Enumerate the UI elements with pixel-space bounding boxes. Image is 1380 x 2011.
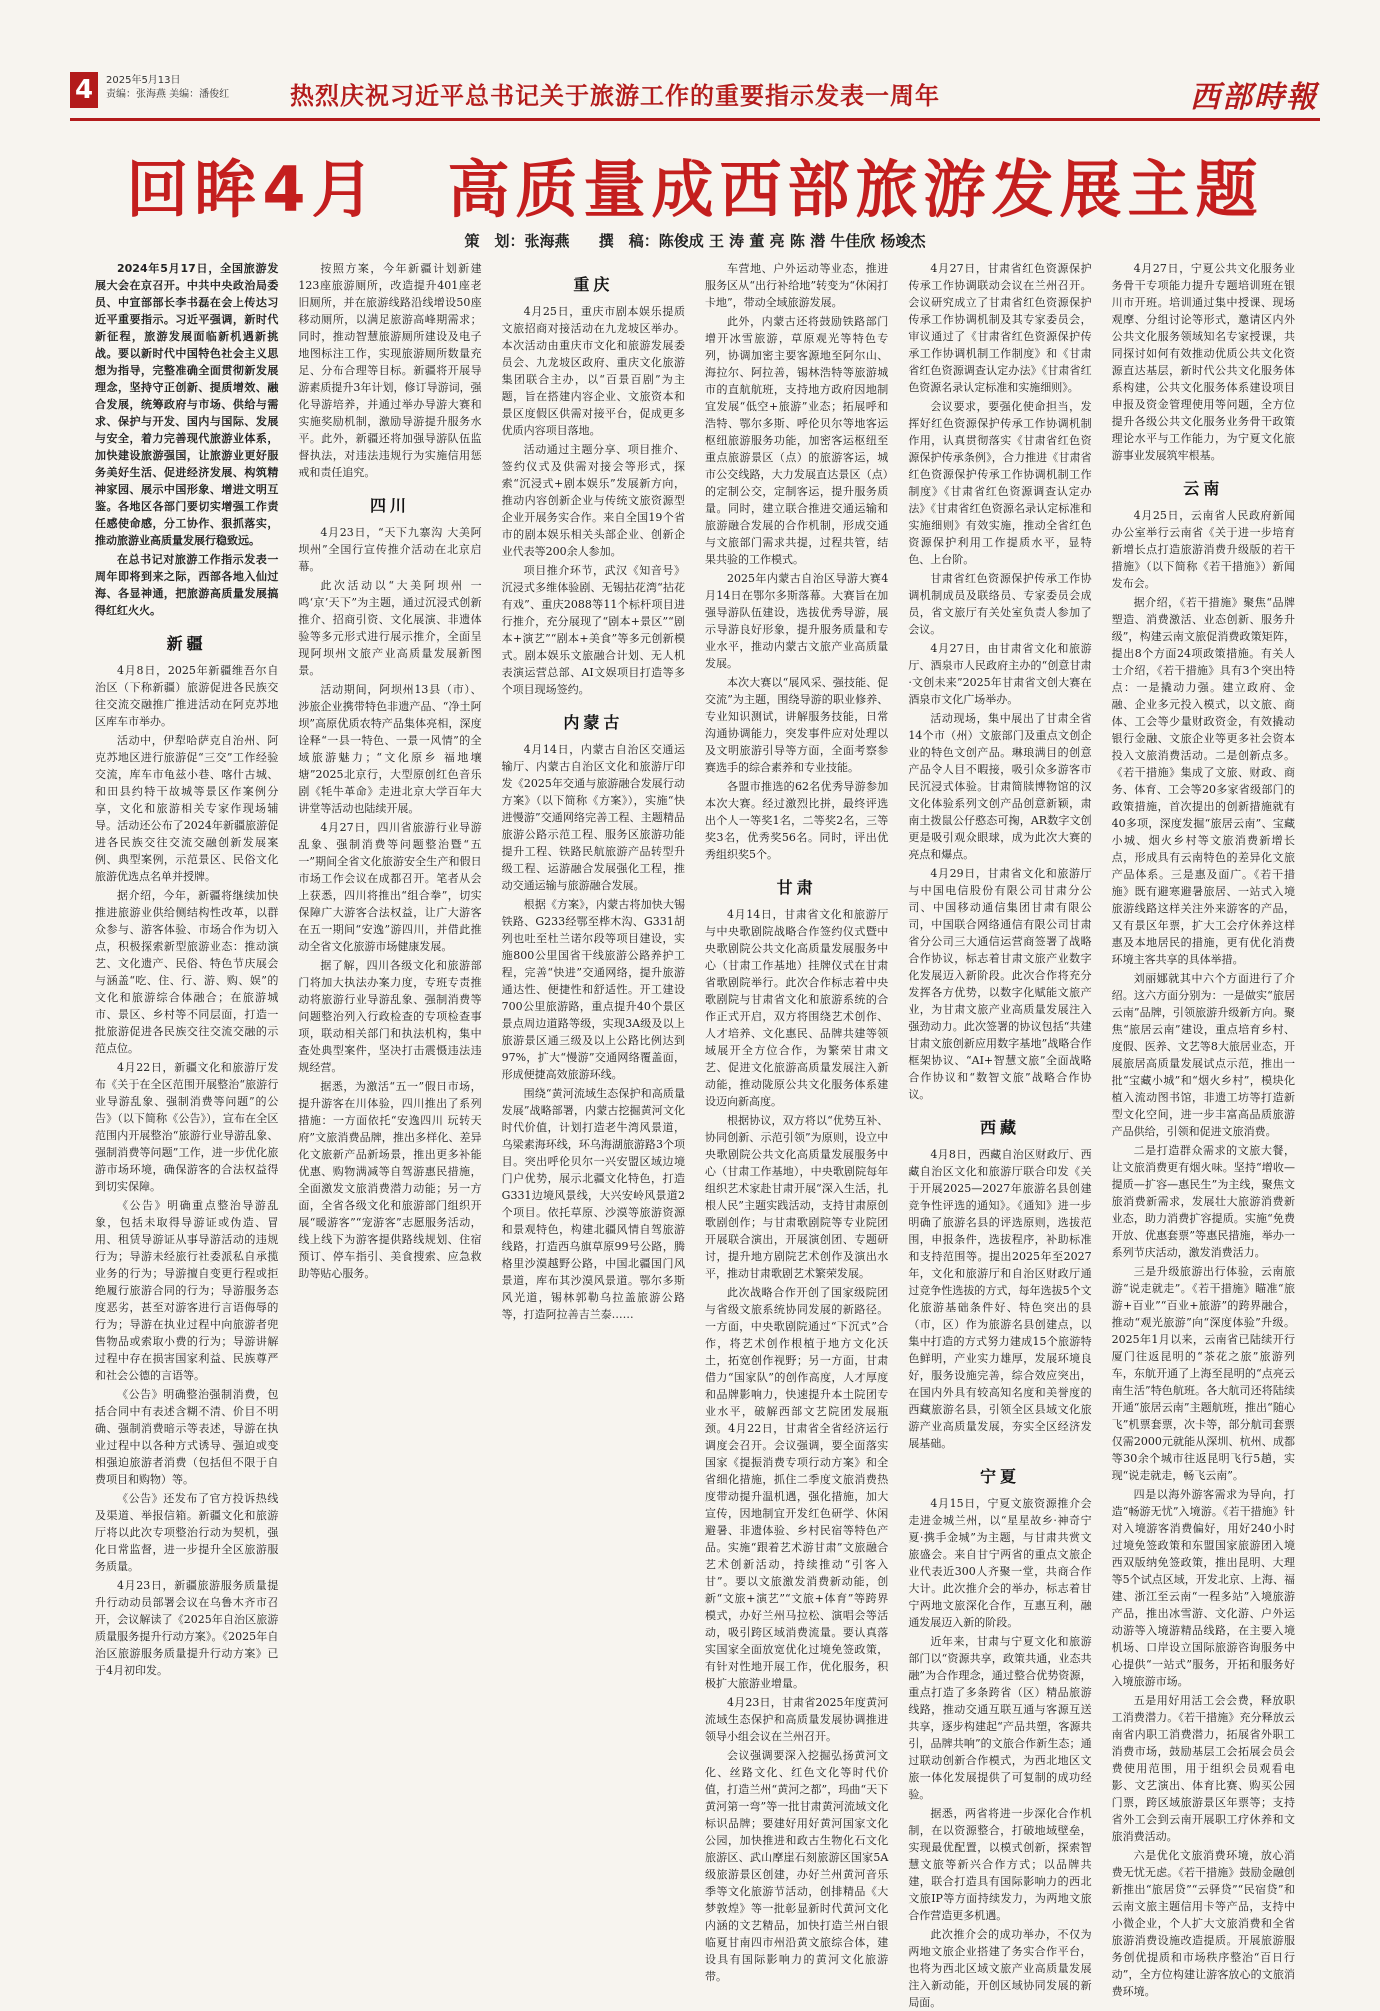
paragraph: 4月25日，重庆市剧本娱乐提质文旅招商对接活动在九龙坡区举办。本次活动由重庆市文化和旅游发展委员会、九龙坡区政府、重庆文化旅游集团联合主办，以“百景百剧”为主题，旨在搭建内容企业、文旅资本和景区度假区供需对接平台，促成更多优质内容项目落地。 [501, 305, 685, 437]
paragraph: 据介绍，《若干措施》聚焦“品牌塑造、消费激活、业态创新、服务升级”，构建云南文旅促消费政策矩阵，提出8个方面24项政策措施。有关人士介绍，《若干措施》具有3个突出特点：一是撬动力强。建立政府、金融、企业多元投入模式，以文旅、商体、工会等少量财政资金，有效撬动银行金融、文旅企业等更多社会资本投入文旅消费活动。二是创新点多。《若干措施》集成了文旅、财政、商务、体育、工会等20多家省级部门的政策措施，首次提出的创新措施就有40多项，深度发掘“旅居云南”、宝藏小城、烟火乡村等文旅消费新增长点，形成具有云南特色的差异化文旅产品体系。三是惠及面广。《若干措施》既有避寒避暑旅居、一站式入境旅游线路这样关注外来游客的产品，又有景区年票，扩大工会疗休养这样惠及本地居民的措施，更有优化消费环境主客共享的具体举措。 [1111, 596, 1295, 966]
paragraph: 4月14日，甘肃省文化和旅游厅与中央歌剧院战略合作签约仪式暨中央歌剧院公共文化高质量发展服务中心（甘肃工作基地）挂牌仪式在甘肃省歌剧院举行。此次合作标志着中央歌剧院与甘肃省文化和旅游系统的合作正式开启，双方将围绕艺术创作、人才培养、文化惠民、品牌共建等领域展开全方位合作，为繁荣甘肃文艺、促进文化旅游高质量发展注入新动能，推动陇原公共文化服务体系建设迈向新高度。 [704, 908, 889, 1108]
credits [70, 230, 1320, 251]
paragraph: 2025年内蒙古自治区导游大赛4月14日在鄂尔多斯落幕。大赛旨在加强导游队伍建设，选拔优秀导游，展示导游良好形象，提升服务质量和专业水平，推动内蒙古文旅产业高质量发展。 [704, 572, 889, 670]
paragraph: 据介绍，今年，新疆将继续加快推进旅游业供给侧结构性改革，以群众参与、游客体验、市场合作为切入点，积极探索新型旅游业态：推动演艺、文化遗产、民俗、特色节庆展会与涵盖“吃、住、行、游、购、娱”的文化和旅游综合体融合；在旅游城市、景区、乡村等不同层面，打造一批旅游促进各民族交往交流交融的示范点位。 [95, 889, 279, 1055]
paragraph: 活动中，伊犁哈萨克自治州、阿克苏地区进行旅游促“三交”工作经验交流，库车市龟兹小巷、喀什古城、和田县约特干故城等景区作案例分享，文化和旅游相关专家作现场辅导。活动还公布了2024年新疆旅游促进各民族交往交流交融创新发展案例、典型案例，示范景区、民俗文化旅游优选点名单并授牌。 [95, 734, 279, 883]
section-title-gansu: 甘肃 [776, 878, 817, 897]
writers-credit: 撰 稿：陈俊成 王 涛 董 亮 陈 潜 牛佳欣 杨竣杰 [598, 232, 926, 250]
paragraph: 甘肃省红色资源保护传承工作协调机制成员及联络员、专家委员会成员，省文旅厅有关处室负责人参加了会议。 [908, 572, 1092, 636]
column-6 [1111, 260, 1295, 1998]
paragraph: 此次战略合作开创了国家级院团与省级文旅系统协同发展的新路径。一方面，中央歌剧院通过“下沉式”合作，将艺术创作根植于地方文化沃土，拓宽创作视野；另一方面，甘肃借力“国家队”的创作高度，人才厚度和品牌影响力，快速提升本土院团专业水平，破解西部文艺院团发展瓶颈。4月22日，甘肃省全省经济运行调度会召开。会议强调，要全面落实国家《提振消费专项行动方案》和全省细化措施，抓住二季度文旅消费热度带动提升温机遇，强化措施，加大宣传，因地制宜开发红色研学、休闲避暑、非遗体验、乡村民宿等特色产品。实施“跟着艺术游甘肃”文旅融合艺术创新活动，持续推动“引客入甘”。要以文旅激发消费新动能，创新“文旅+演艺”“文旅+体育”等跨界模式，办好兰州马拉松、演唱会等活动，吸引跨区域消费流量。要认真落实国家全面放宽优化过境免签政策，有针对性地开展工作，优化服务，积极扩大旅游业增量。 [704, 1286, 889, 1690]
newspaper-logo: 西部時報 [1190, 80, 1318, 115]
section-title-sichuan: 四川 [369, 496, 410, 515]
section-title-tibet: 西藏 [979, 1118, 1020, 1137]
paragraph: 活动通过主题分享、项目推介、签约仪式及供需对接会等形式，探索“沉浸式+剧本娱乐”发展新方向，推动内容创新企业与传统文旅资源型企业开展务实合作。来自全国19个省市的剧本娱乐相关头部企业、创新企业代表等200余人参加。 [501, 443, 685, 558]
paragraph: 车营地、户外运动等业态，推进服务区从“出行补给地”转变为“休闲打卡地”，带动全域旅游发展。 [704, 262, 889, 309]
paragraph: 五是用好用活工会会费，释放职工消费潜力。《若干措施》充分释放云南省内职工消费潜力，拓展省外职工消费市场，鼓励基层工会拓展会员会费使用范围，用于组织会员观看电影、文艺演出、体育比赛、购买公园门票，跨区域旅游景区年票等；支持省外工会到云南开展职工疗休养和文旅消费活动。 [1111, 1694, 1295, 1843]
paragraph: 按照方案，今年新疆计划新建123座旅游厕所，改造提升401座老旧厕所，并在旅游线路沿线增设50座移动厕所，以满足旅游高峰期需求；同时，推动智慧旅游厕所建设及电子地图标注工作，实现旅游厕所数量充足、分布合理等目标。新疆将开展导游素质提升3年计划，修订导游词，强化导游培养，并通过举办导游大赛和实施奖励机制，激励导游提升服务水平。此外，新疆还将加强导游队伍监督执法，对违法违规行为实施信用惩戒和责任追究。 [298, 262, 482, 479]
section-title-ningxia: 宁夏 [979, 1467, 1020, 1486]
paragraph: 此次活动以“大美阿坝州 一鸣‘京’天下”为主题，通过沉浸式创新推介、招商引资、文化展演、非遗体验等多元形式进行展示推介，全面呈现阿坝州文旅产业高质量发展新图景。 [298, 579, 482, 677]
paragraph: 据悉，为激活“五一”假日市场，提升游客在川体验，四川推出了系列措施：一方面依托“安逸四川 玩转天府”文旅消费品牌，推出多样化、差异化文旅新产品新场景，推出更多补能优惠、购物满减等自驾游惠民措施，全面激发文旅消费潜力动能；另一方面，全省各级文化和旅游部门组织开展“暖游客”“宠游客”志愿服务活动，线上线下为游客提供路线规划、住宿预订、停车指引、美食搜索、应急救助等贴心服务。 [298, 1080, 482, 1280]
paragraph: 《公告》还发布了官方投诉热线及渠道、举报信箱。新疆文化和旅游厅将以此次专项整治行动为契机，强化日常监督，进一步提升全区旅游服务质量。 [95, 1492, 279, 1573]
paragraph: 4月27日，甘肃省红色资源保护传承工作协调联动会议在兰州召开。会议研究成立了甘肃省红色资源保护传承工作协调机制及其专家委员会，审议通过了《甘肃省红色资源保护传承工作协调机制工作制度》和《甘肃省红色资源调查认定办法》《甘肃省红色资源名录认定标准和实施细则》。 [908, 262, 1092, 394]
section-title-inner-mongolia: 内蒙古 [563, 713, 624, 732]
paragraph: 4月29日，甘肃省文化和旅游厅与中国电信股份有限公司甘肃分公司、中国移动通信集团甘肃有限公司，中国联合网络通信有限公司甘肃省分公司三大通信运营商签署了战略合作协议，标志着甘肃文旅产业数字化发展迈入新阶段。此次合作将充分发挥各方优势，以数字化赋能文旅产业，为甘肃文旅产业高质量发展注入强劲动力。此次签署的协议包括“共建甘肃文旅创新应用数字基地”战略合作框架协议、“AI+智慧文旅”全面战略合作协议和“数智文旅”战略合作协议。 [908, 867, 1092, 1101]
paragraph: 4月27日，由甘肃省文化和旅游厅、酒泉市人民政府主办的“创意甘肃·文创未来”2025年甘肃省文创大赛在酒泉市文化广场举办。 [908, 642, 1092, 706]
paragraph: 根据《方案》，内蒙古将加快大锡铁路、G233经鄂至桦木沟、G331胡列也吐至杜兰诺尔段等项目建设，实施800公里国省干线旅游公路养护工程，完善“快进”交通网络，提升旅游通达性、便捷性和舒适性。开工建设700公里旅游路，重点提升40个景区景点周边道路等级，实现3A级及以上旅游景区通三级及以上公路比例达到97%，扩大“慢游”交通网络覆盖面，形成便捷高效旅游环线。 [501, 898, 685, 1081]
paragraph: 《公告》明确重点整治导游乱象，包括未取得导游证或伪造、冒用、租赁导游证从事导游活动的违规行为；导游未经旅行社委派私自承揽业务的行为；导游擅自变更行程或拒绝履行旅游合同的行为；导游服务态度恶劣，甚至对游客进行言语侮辱的行为；导游在执业过程中向旅游者兜售物品或索取小费的行为；导游讲解过程中存在损害国家利益、民族尊严和社会公德的言语等。 [95, 1199, 279, 1382]
paragraph: 4月23日，甘肃省2025年度黄河流域生态保护和高质量发展协调推进领导小组会议在兰州召开。 [704, 1696, 889, 1743]
paragraph: 四是以海外游客需求为导向，打造“畅游无忧”入境游。《若干措施》针对入境游客消费偏好，用好240小时过境免签政策和东盟国家旅游团入境西双版纳免签政策，推出昆明、大理等5个试点区域，开发北京、上海、福建、浙江至云南“一程多站”入境旅游产品，推出冰雪游、文化游、户外运动游等入境游精品线路，在主要入境机场、口岸设立国际旅游咨询服务中心提供“一站式”服务，开拓和服务好入境旅游市场。 [1111, 1488, 1295, 1688]
column-3 [502, 260, 685, 1900]
paragraph: 4月27日，宁夏公共文化服务业务骨干专项能力提升专题培训班在银川市开班。培训通过集中授课、现场观摩、分组讨论等形式，邀请区内外公共文化服务领域知名专家授课，共同探讨如何有效推动优质公共文化资源直达基层，新时代公共文化服务体系构建，公共文化服务体系建设项目申报及资金管理使用等问题，全方位提升各级公共文化服务业务骨干政策理论水平与工作能力，为宁夏文化旅游事业发展筑牢根基。 [1111, 262, 1295, 462]
page-header [70, 72, 1370, 115]
headline: 回眸4月 高质量成西部旅游发展主题 [126, 153, 1264, 226]
lead-paragraph: 在总书记对旅游工作指示发表一周年即将到来之际，西部各地入仙过海、各显神通，把旅游高质量发展搞得红红火火。 [95, 553, 279, 617]
issue-meta [106, 74, 229, 102]
paragraph: 根据协议，双方将以“优势互补、协同创新、示范引领”为原则，设立中央歌剧院公共文化高质量发展服务中心（甘肃工作基地），中央歌剧院每年组织艺术家赴甘肃开展“深入生活，扎根人民”主题实践活动，支持甘肃原创歌剧创作；与甘肃歌剧院等专业院团开展联合演出，开展演创团、专题研讨，提升地方剧院艺术创作及演出水平，推动甘肃歌剧艺术繁荣发展。 [704, 1114, 889, 1280]
section-title-chongqing: 重庆 [573, 275, 614, 294]
column-2 [298, 260, 481, 1900]
paragraph: 4月23日，新疆旅游服务质量提升行动动员部署会议在乌鲁木齐市召开，会议解读了《2025年自治区旅游质量服务提升行动方案》。《2025年自治区旅游服务质量提升行动方案》已于4月初印发。 [95, 1579, 279, 1677]
paragraph: 会议强调要深入挖掘弘扬黄河文化、丝路文化、红色文化等时代价值，打造兰州“黄河之都”，玛曲“天下黄河第一弯”等一批甘肃黄河流域文化标识品牌；要建好用好黄河国家文化公园，加快推进和政古生物化石文化旅游区、武山摩崖石刻旅游区国家5A级旅游景区创建，办好兰州黄河音乐季等文化旅游节活动，创排精品《大梦敦煌》等一批彰显新时代黄河文化内涵的文艺精品，加快打造兰州白银临夏甘南四市州沿黄文旅综合体，建设具有国际影响力的黄河文化旅游带。 [704, 1749, 889, 1983]
issue-date: 2025年5月13日 [106, 75, 181, 86]
paragraph: 4月15日，宁夏文旅资源推介会走进金城兰州，以“星星故乡·神奇宁夏·携手金城”为主题，与甘肃共赏文旅盛会。来自甘宁两省的重点文旅企业代表近300人齐聚一堂，共商合作大计。此次推介会的举办，标志着甘宁两地文旅深化合作，互惠互利，融通发展迈入新的阶段。 [908, 1497, 1092, 1629]
column-5 [908, 260, 1092, 2009]
column-4 [704, 260, 889, 1983]
paragraph: 活动期间，阿坝州13县（市）、涉旅企业携带特色非遗产品、“净土阿坝”高原优质农特产品集体亮相，深度诠释“一县一特色、一景一风情”的全域旅游魅力；“文化原乡 福地壤塘”2025北京行，大型原创红色音乐剧《牦牛革命》走进北京大学百年大讲堂等活动也陆续开展。 [298, 683, 482, 815]
paragraph: 各盟市推选的62名优秀导游参加本次大赛。经过激烈比拼，最终评选出个人一等奖1名，二等奖2名，三等奖3名，优秀奖56名。同时，评出优秀组织奖5个。 [704, 780, 889, 861]
paragraph: 此次推介会的成功举办，不仅为两地文旅企业搭建了务实合作平台，也将为西北区域文旅产业高质量发展注入新动能，开创区域协同发展的新局面。 [908, 1928, 1092, 2009]
paragraph: 4月8日，西藏自治区财政厅、西藏自治区文化和旅游厅联合印发《关于开展2025—2027年旅游名县创建竞争性评选的通知》。《通知》进一步明确了旅游名县的评选原则，选拔范围，申报条件，选拔程序，补助标准和支持范围等。提出2025年至2027年，文化和旅游厅和自治区财政厅通过竞争性选拔的方式，每年选拔5个文化旅游基础条件好、特色突出的县（市，区）作为旅游名县创建点，以集中打造的方式努力建成15个旅游特色鲜明，产业实力雄厚，发展环境良好，服务设施完善，综合效应突出，在国内外具有较高知名度和美誉度的西藏旅游名县，引领全区县域文化旅游产业高质量发展，夯实全区经济发展基础。 [908, 1148, 1092, 1450]
paragraph: 4月27日，四川省旅游行业导游乱象、强制消费等问题整治暨“五一”期间全省文化旅游安全生产和假日市场工作会议在成都召开。笔者从会上获悉，四川将推出“组合拳”，切实保障广大游客合法权益，让广大游客在五一期间“安逸”游四川，并借此推动全省文化旅游市场健康发展。 [298, 821, 482, 953]
column-1 [95, 260, 278, 1900]
lead-paragraphs [95, 260, 278, 619]
paragraph: 会议要求，要强化使命担当，发挥好红色资源保护传承工作协调机制作用，认真贯彻落实《甘肃省红色资源保护传承条例》，合力推进《甘肃省红色资源保护传承工作协调机制工作制度》《甘肃省红色资源调查认定办法》《甘肃省红色资源名录认定标准和实施细则》有效实施，推动全省红色资源保护利用工作提质水平，显特色、上台阶。 [908, 400, 1092, 566]
paragraph: 据了解，四川各级文化和旅游部门将加大执法办案力度，专班专责推动将旅游行业导游乱象、强制消费等问题整治列入行政检查的专项检查事项，联动相关部门和执法机构，集中查处典型案件，坚决打击震慑违法违规经营。 [298, 959, 482, 1074]
paragraph: 《公告》明确整治强制消费，包括合同中有表述含糊不清、价目不明确、强制消费暗示等表述，导游在执业过程中以各种方式诱导、强迫或变相强迫旅游者消费（包括但不限于自费项目和购物）等。 [95, 1388, 279, 1486]
paragraph: 4月14日，内蒙古自治区交通运输厅、内蒙古自治区文化和旅游厅印发《2025年交通与旅游融合发展行动方案》（以下简称《方案》），实施“快进慢游”交通网络完善工程、主题精品旅游公路示范工程、服务区旅游功能提升工程、铁路民航旅游产品转型升级工程、运游融合发展强化工程，推动交通运输与旅游融合发展。 [501, 743, 685, 892]
article-body [95, 260, 1295, 2009]
paragraph: 三是升级旅游出行体验，云南旅游“说走就走”。《若干措施》瞄准“旅游+百业”“百业+旅游”的跨界融合，推动“观光旅游”向“深度体验”升级。2025年1月以来，云南省已陆续开行厦门往返昆明的“茶花之旅”旅游列车，东航开通了上海至昆明的“点亮云南生活”特色航班。各大航司还将陆续开通“旅居云南”主题航班，推出“随心飞”机票套票，次卡等，部分航司套票仅需2000元就能从深圳、杭州、成都等30余个城市往返昆明飞行5趟，实现“说走就走，畅飞云南”。 [1111, 1265, 1295, 1482]
paragraph: 六是优化文旅消费环境，放心消费无忧无虑。《若干措施》鼓励金融创新推出“旅居贷”“云驿贷”“民宿贷”和云南文旅主题信用卡等产品，支持中小微企业，个人扩大文旅消费和全省旅游消费设施改造提质。开展旅游服务创优提质和市场秩序整治“百日行动”，全方位构建让游客放心的文旅消费环境。 [1111, 1849, 1295, 1998]
paragraph: 围绕“黄河流域生态保护和高质量发展”战略部署，内蒙古挖掘黄河文化时代价值，计划打造老牛湾风景道，乌梁素海环线，环乌海湖旅游路3个项目。突出呼伦贝尔一兴安盟区域边境门户优势，展示北疆文化特色，打造G331边境风景线，大兴安岭风景道2个项目。依托草原、沙漠等旅游资源和景观特色，构建北疆风情自驾旅游线路，打造西乌旗草原99号公路，腾格里沙漠越野公路，中国北疆国门风景道，库布其沙漠风景道。鄂尔多斯风光道，锡林郭勒乌拉盖旅游公路等，打造阿拉善吉兰泰…… [501, 1087, 685, 1321]
paragraph: 项目推介环节，武汉《知音号》沉浸式多维体验剧、无锡拈花湾“拈花有戏”、重庆2088等11个标杆项目进行推介，充分展现了“剧本+景区”“剧本+演艺”“剧本+美食”等多元创新模式。剧本娱乐文旅融合计划、无人机表演运营总部、AI文娱项目打造等多个项目现场签约。 [501, 564, 685, 696]
paragraph: 本次大赛以“展风采、强技能、促交流”为主题，围绕导游的职业修养、专业知识测试，讲解服务技能，日常沟通协调能力，突发事件应对处理以及文明旅游引导等方面，全面考察参赛选手的综合素养和专业技能。 [704, 676, 889, 774]
paragraph: 4月25日，云南省人民政府新闻办公室举行云南省《关于进一步培育新增长点打造旅游消费升级版的若干措施》（以下简称《若干措施》）新闻发布会。 [1111, 509, 1295, 590]
paragraph: 此外，内蒙古还将鼓励铁路部门增开冰雪旅游，草原观光等特色专列，协调加密主要客源地至阿尔山、海拉尔、阿拉善，锡林浩特等旅游城市的直航航班，支持地方政府因地制宜发展“低空+旅游”业态；拓展呼和浩特、鄂尔多斯、呼伦贝尔等地客运枢纽旅游服务功能，加密客运枢纽至重点旅游景区（点）的旅游客运，城市公交线路，大力发展直达景区（点）的定制公交，定制客运，提升服务质量。同时，建立联合推进交通运输和旅游融合发展的合作机制，形成交通与文旅部门需求共提，过程共管，结果共验的工作模式。 [704, 315, 889, 566]
paragraph: 活动现场，集中展出了甘肃全省14个市（州）文旅部门及重点文创企业的特色文创产品。琳琅满目的创意产品令人目不暇接，吸引众多游客市民沉浸式体验。甘肃简牍博物馆的汉文化体验系列文创产品创意新颖，肃南土拨鼠公仔憨态可掬，AR数字文创更是吸引观众眼球，成为此次大赛的亮点和爆点。 [908, 712, 1092, 861]
paragraph: 刘丽娜就其中六个方面进行了介绍。这六方面分别为：一是做实“旅居云南”品牌，引领旅游升级新方向。聚焦“旅居云南”建设，重点培育乡村、度假、医养、文艺等8大旅居业态，开展旅居高质量发展试点示范，推出一批“宝藏小城”和“烟火乡村”，模块化植入流动图书馆，非遗工坊等打造新型文化空间，进一步丰富高品质旅游产品供给，引领和促进文旅消费。 [1111, 972, 1295, 1138]
paragraph: 4月23日，“天下九寨沟 大美阿坝州”全国行宣传推介活动在北京启幕。 [298, 526, 482, 573]
editors-line: 责编：张海燕 美编：潘俊红 [106, 89, 230, 100]
section-title-yunnan: 云南 [1183, 479, 1224, 498]
page-number: 4 [70, 72, 98, 108]
planning-credit: 策 划：张海燕 [464, 232, 570, 250]
paragraph: 据悉，两省将进一步深化合作机制，在以资源整合，打破地域壁垒，实现最优配置，以模式创新，探索智慧文旅等新兴合作方式；以品牌共建，联合打造具有国际影响力的西北文旅IP等方面持续发力，为两地文旅合作营造更多机遇。 [908, 1807, 1092, 1922]
paragraph: 近年来，甘肃与宁夏文化和旅游部门以“资源共享，政策共通，业态共融”为合作理念，通过整合优势资源，重点打造了多条跨省（区）精品旅游线路，推动交通互联互通与客源互送共享，逐步构建起“产品共塑，客源共引，品牌共响”的文旅合作新生态；通过联动创新合作模式，为西北地区文旅一体化发展提供了可复制的成功经验。 [908, 1635, 1092, 1801]
section-title-xinjiang: 新疆 [166, 634, 207, 653]
paragraph: 4月22日，新疆文化和旅游厅发布《关于在全区范围开展整治“旅游行业导游乱象、强制消费等问题”的公告》（以下简称《公告》），宣布在全区范围内开展整治“旅游行业导游乱象、强制消费等问题”工作，进一步优化旅游市场环境，确保游客的合法权益得到切实保障。 [95, 1061, 279, 1193]
paragraph: 二是打造群众需求的文旅大餐，让文旅消费更有烟火味。坚持“增收—提质—扩容—惠民生”为主线，聚焦文旅消费新需求，发展壮大旅游消费新业态，助力消费扩容提质。实施“免费开放、优惠套票”等惠民措施，举办一系列节庆活动，激发消费活力。 [1111, 1144, 1295, 1259]
header-rule [70, 118, 1320, 121]
anniversary-banner: 热烈庆祝习近平总书记关于旅游工作的重要指示发表一周年 [290, 82, 940, 110]
paragraph: 4月8日，2025年新疆维吾尔自治区（下称新疆）旅游促进各民族交往交流交融推广推进活动在阿克苏地区库车市举办。 [95, 664, 279, 728]
lead-paragraph: 2024年5月17日，全国旅游发展大会在京召开。中共中央政治局委员、中宣部部长李书磊在会上传达习近平重要指示。习近平强调，新时代新征程，旅游发展面临新机遇新挑战。要以新时代中国特色社会主义思想为指导，完整准确全面贯彻新发展理念，坚持守正创新、提质增效、融合发展，统筹政府与市场、供给与需求、保护与开发、国内与国际、发展与安全，着力完善现代旅游业体系，加快建设旅游强国，让旅游业更好服务美好生活、促进经济发展、构筑精神家园、展示中国形象、增进文明互鉴。各地区各部门要切实增强工作责任感使命感，分工协作、狠抓落实，推动旅游业高质量发展行稳致远。 [95, 262, 279, 547]
